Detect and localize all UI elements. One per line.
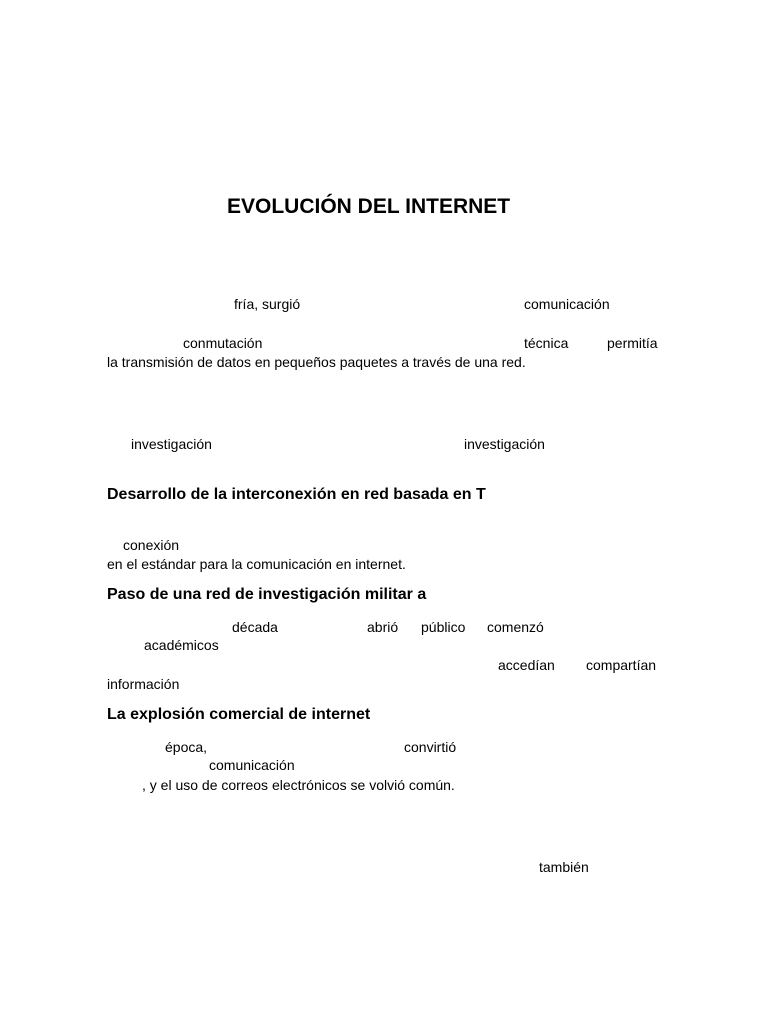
- text-fragment: comunicación: [524, 296, 610, 312]
- text-fragment: convirtió: [404, 739, 457, 755]
- text-fragment: conexión: [123, 537, 180, 553]
- text-fragment: conmutación: [183, 335, 263, 351]
- text-fragment: accedían: [498, 657, 555, 673]
- text-line: la transmisión de datos en pequeños paquetes a través de una red.: [107, 354, 526, 370]
- text-line: , y el uso de correos electrónicos se volvió común.: [142, 777, 455, 793]
- text-fragment: investigación: [131, 436, 212, 452]
- text-fragment: técnica: [524, 335, 569, 351]
- text-line: en el estándar para la comunicación en internet.: [107, 556, 406, 572]
- section-heading: Paso de una red de investigación militar a: [107, 586, 427, 603]
- text-fragment: público: [421, 619, 466, 635]
- text-fragment: fría, surgió: [234, 296, 301, 312]
- text-fragment: comunicación: [209, 757, 295, 773]
- text-fragment: década: [232, 619, 278, 635]
- document-title: EVOLUCIÓN DEL INTERNET: [227, 195, 511, 218]
- text-fragment: época,: [165, 739, 208, 755]
- section-heading: La explosión comercial de internet: [107, 706, 371, 723]
- text-fragment: información: [107, 676, 180, 692]
- text-fragment: también: [539, 859, 589, 875]
- text-fragment: abrió: [367, 619, 399, 635]
- text-fragment: investigación: [464, 436, 545, 452]
- text-fragment: comenzó: [487, 619, 544, 635]
- text-fragment: compartían: [586, 657, 657, 673]
- text-fragment: permitía: [607, 335, 658, 351]
- text-fragment: académicos: [144, 637, 219, 653]
- section-heading: Desarrollo de la interconexión en red basada en T: [107, 486, 486, 503]
